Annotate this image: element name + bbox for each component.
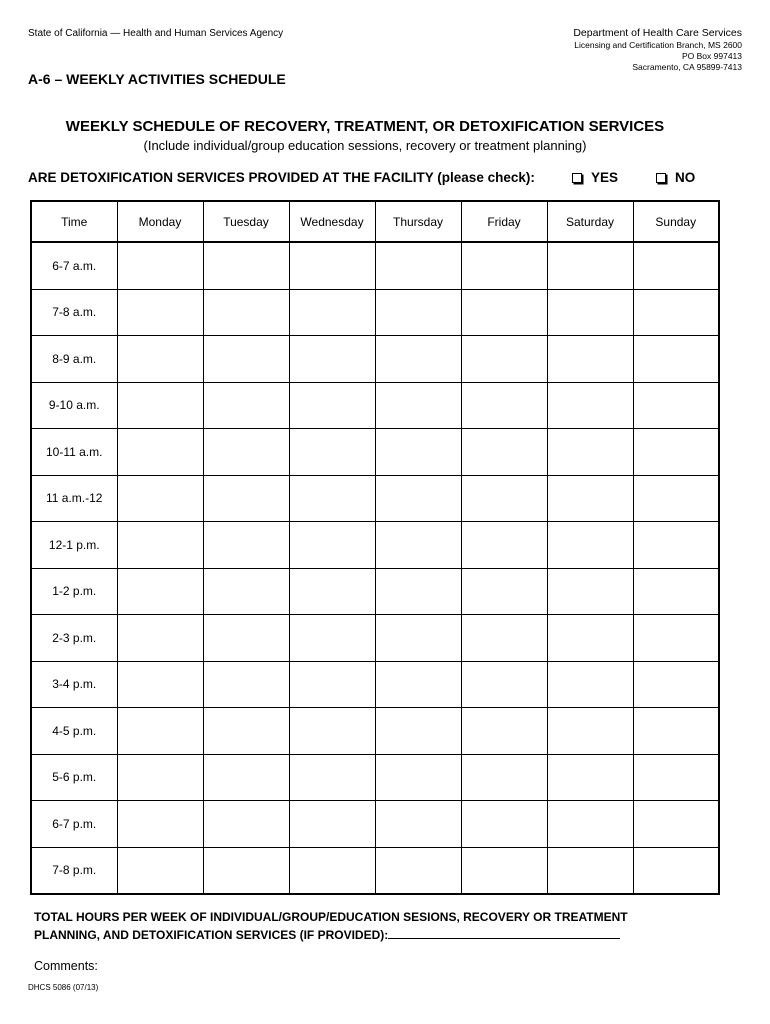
department-name: Department of Health Care Services [573,27,742,39]
schedule-cell[interactable] [633,568,719,615]
schedule-cell[interactable] [461,661,547,708]
schedule-cell[interactable] [633,754,719,801]
schedule-cell[interactable] [203,336,289,383]
table-row [31,568,719,615]
schedule-cell[interactable] [375,801,461,848]
no-checkbox[interactable] [656,173,666,183]
schedule-cell[interactable] [117,475,203,522]
column-header: Monday [117,201,203,242]
detox-question: ARE DETOXIFICATION SERVICES PROVIDED AT THE FACILITY (please check): [28,170,535,185]
schedule-cell[interactable] [375,336,461,383]
branch-name: Licensing and Certification Branch, MS 2600 [574,40,742,50]
column-header: Sunday [633,201,719,242]
time-slot-label: 9-10 a.m. [31,382,117,429]
column-header: Time [31,201,117,242]
table-row [31,708,719,755]
schedule-cell[interactable] [203,661,289,708]
time-slot-label: 1-2 p.m. [31,568,117,615]
table-row [31,615,719,662]
schedule-cell[interactable] [289,475,375,522]
schedule-cell[interactable] [203,847,289,894]
column-header: Wednesday [289,201,375,242]
schedule-cell[interactable] [633,336,719,383]
schedule-cell[interactable] [117,522,203,569]
table-row [31,847,719,894]
schedule-cell[interactable] [547,382,633,429]
schedule-main-title: WEEKLY SCHEDULE OF RECOVERY, TREATMENT, OR DETOXIFICATION SERVICES [65,118,665,135]
table-row [31,661,719,708]
schedule-cell[interactable] [633,522,719,569]
column-header: Thursday [375,201,461,242]
column-header: Friday [461,201,547,242]
total-hours-input-line[interactable] [388,926,620,939]
schedule-cell[interactable] [547,754,633,801]
schedule-cell[interactable] [289,708,375,755]
table-row [31,242,719,289]
schedule-cell[interactable] [289,382,375,429]
agency-name: State of California — Health and Human Services Agency [28,28,284,39]
schedule-cell[interactable] [461,242,547,289]
schedule-cell[interactable] [461,708,547,755]
schedule-cell[interactable] [375,847,461,894]
po-box: PO Box 997413 [681,51,742,61]
time-slot-label: 11 a.m.-12 [31,475,117,522]
table-row [31,429,719,476]
time-slot-label: 12-1 p.m. [31,522,117,569]
schedule-cell[interactable] [117,661,203,708]
time-slot-label: 2-3 p.m. [31,615,117,662]
schedule-cell[interactable] [461,801,547,848]
schedule-cell[interactable] [547,336,633,383]
total-hours-label-line2: PLANNING, AND DETOXIFICATION SERVICES (IF PROVIDED): [34,928,389,942]
no-option[interactable] [656,170,695,185]
table-row [31,289,719,336]
schedule-cell[interactable] [461,429,547,476]
schedule-cell[interactable] [375,522,461,569]
schedule-cell[interactable] [117,336,203,383]
schedule-cell[interactable] [117,615,203,662]
schedule-cell[interactable] [547,615,633,662]
schedule-cell[interactable] [203,801,289,848]
schedule-cell[interactable] [547,847,633,894]
schedule-header-row [31,201,719,242]
schedule-cell[interactable] [461,475,547,522]
schedule-cell[interactable] [375,382,461,429]
schedule-cell[interactable] [375,429,461,476]
total-hours-label-line2-wrap [34,926,628,944]
schedule-cell[interactable] [289,801,375,848]
schedule-cell[interactable] [461,522,547,569]
schedule-cell[interactable] [289,429,375,476]
schedule-cell[interactable] [203,708,289,755]
schedule-cell[interactable] [203,429,289,476]
schedule-cell[interactable] [289,289,375,336]
yes-option[interactable] [572,170,618,185]
total-hours-section [34,909,628,944]
time-slot-label: 6-7 p.m. [31,801,117,848]
schedule-cell[interactable] [375,661,461,708]
schedule-cell[interactable] [547,522,633,569]
schedule-cell[interactable] [117,847,203,894]
schedule-cell[interactable] [375,754,461,801]
schedule-cell[interactable] [375,568,461,615]
schedule-cell[interactable] [547,242,633,289]
column-header: Saturday [547,201,633,242]
form-number: DHCS 5086 (07/13) [28,983,99,992]
schedule-cell[interactable] [633,475,719,522]
schedule-cell[interactable] [203,568,289,615]
table-row [31,336,719,383]
schedule-cell[interactable] [117,242,203,289]
schedule-cell[interactable] [289,754,375,801]
schedule-cell[interactable] [203,754,289,801]
schedule-cell[interactable] [633,801,719,848]
schedule-cell[interactable] [633,847,719,894]
weekly-schedule-table [30,200,720,895]
schedule-cell[interactable] [547,708,633,755]
schedule-cell[interactable] [375,615,461,662]
time-slot-label: 7-8 a.m. [31,289,117,336]
time-slot-label: 5-6 p.m. [31,754,117,801]
yes-checkbox[interactable] [572,173,582,183]
schedule-cell[interactable] [117,429,203,476]
schedule-cell[interactable] [633,429,719,476]
time-slot-label: 8-9 a.m. [31,336,117,383]
table-row [31,382,719,429]
schedule-cell[interactable] [117,801,203,848]
schedule-cell[interactable] [633,708,719,755]
schedule-cell[interactable] [203,475,289,522]
schedule-cell[interactable] [633,661,719,708]
schedule-cell[interactable] [289,615,375,662]
schedule-cell[interactable] [203,615,289,662]
schedule-cell[interactable] [633,242,719,289]
schedule-cell[interactable] [289,568,375,615]
form-code-title: A-6 – WEEKLY ACTIVITIES SCHEDULE [28,71,286,87]
column-header: Tuesday [203,201,289,242]
time-slot-label: 4-5 p.m. [31,708,117,755]
schedule-cell[interactable] [461,754,547,801]
schedule-cell[interactable] [633,382,719,429]
department-address-block [573,28,742,73]
schedule-cell[interactable] [461,615,547,662]
schedule-cell[interactable] [117,754,203,801]
time-slot-label: 3-4 p.m. [31,661,117,708]
schedule-cell[interactable] [547,661,633,708]
time-slot-label: 7-8 p.m. [31,847,117,894]
schedule-cell[interactable] [633,615,719,662]
schedule-cell[interactable] [633,289,719,336]
schedule-cell[interactable] [117,568,203,615]
schedule-cell[interactable] [547,289,633,336]
schedule-cell[interactable] [289,522,375,569]
comments-label: Comments: [34,959,98,973]
schedule-cell[interactable] [461,382,547,429]
schedule-cell[interactable] [117,289,203,336]
schedule-cell[interactable] [461,289,547,336]
table-row [31,801,719,848]
schedule-cell[interactable] [289,242,375,289]
table-row [31,475,719,522]
schedule-cell[interactable] [117,382,203,429]
schedule-cell[interactable] [461,568,547,615]
schedule-cell[interactable] [375,289,461,336]
schedule-subtitle: (Include individual/group education sessions, recovery or treatment planning) [143,138,587,153]
schedule-cell[interactable] [203,289,289,336]
total-hours-label-line1: TOTAL HOURS PER WEEK OF INDIVIDUAL/GROUP/EDUCATION SESIONS, RECOVERY OR TREATMENT [34,910,628,924]
time-slot-label: 6-7 a.m. [31,242,117,289]
schedule-cell[interactable] [289,336,375,383]
schedule-cell[interactable] [375,475,461,522]
schedule-cell[interactable] [375,242,461,289]
schedule-cell[interactable] [461,336,547,383]
table-row [31,754,719,801]
schedule-cell[interactable] [461,847,547,894]
schedule-cell[interactable] [203,242,289,289]
schedule-cell[interactable] [289,847,375,894]
schedule-cell[interactable] [203,522,289,569]
schedule-cell[interactable] [375,708,461,755]
schedule-cell[interactable] [289,661,375,708]
schedule-cell[interactable] [117,708,203,755]
time-slot-label: 10-11 a.m. [31,429,117,476]
table-row [31,522,719,569]
no-label: NO [675,170,696,185]
schedule-cell[interactable] [547,568,633,615]
schedule-cell[interactable] [547,801,633,848]
schedule-cell[interactable] [203,382,289,429]
city-address: Sacramento, CA 95899-7413 [632,62,742,72]
schedule-cell[interactable] [547,475,633,522]
schedule-cell[interactable] [547,429,633,476]
yes-label: YES [591,170,619,185]
